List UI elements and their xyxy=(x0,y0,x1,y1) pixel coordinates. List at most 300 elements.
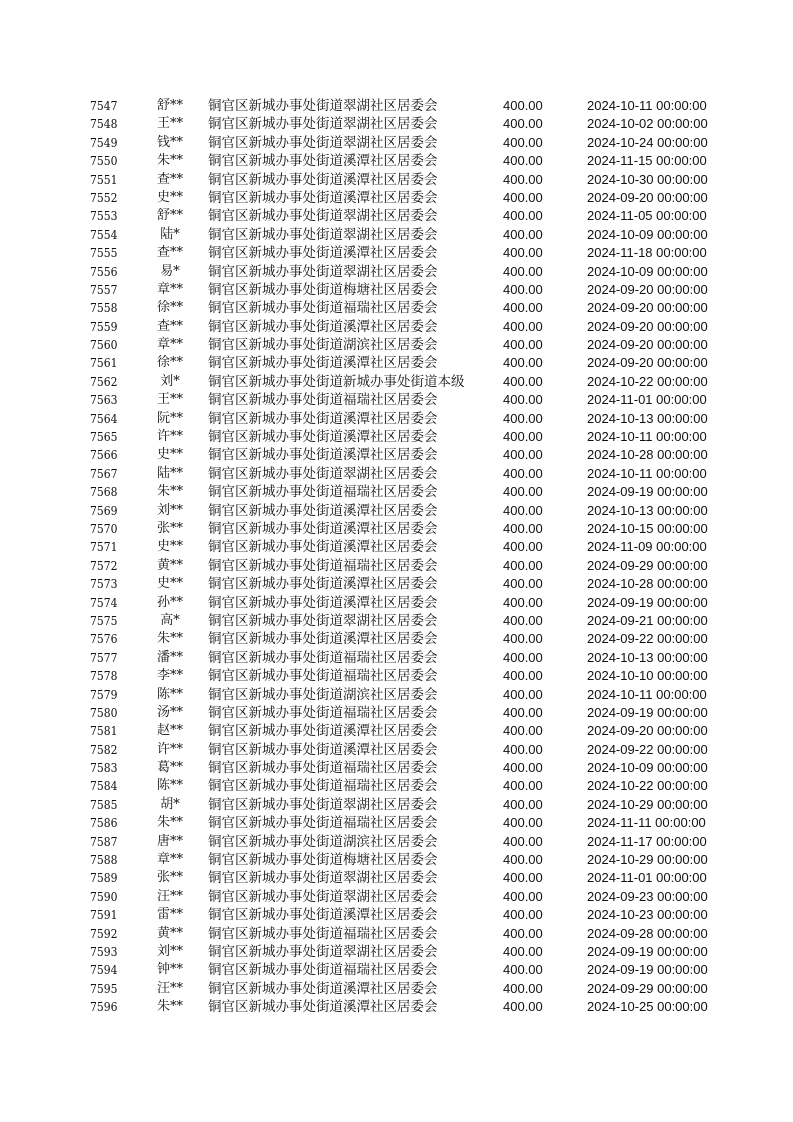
person-name: 陈** xyxy=(156,686,183,702)
date: 2024-09-19 00:00:00 xyxy=(587,484,708,500)
table-row xyxy=(0,925,793,943)
table-row xyxy=(0,263,793,281)
date: 2024-09-20 00:00:00 xyxy=(587,337,708,353)
date: 2024-09-28 00:00:00 xyxy=(587,925,708,941)
table-row xyxy=(0,557,793,575)
organization: 铜官区新城办事处街道溪潭社区居委会 xyxy=(208,907,438,924)
table-row xyxy=(0,686,793,704)
person-name: 史** xyxy=(156,539,183,555)
organization: 铜官区新城办事处街道翠湖社区居委会 xyxy=(208,888,438,905)
row-id: 7562 xyxy=(90,374,118,389)
organization: 铜官区新城办事处街道溪潭社区居委会 xyxy=(208,429,438,446)
date: 2024-10-15 00:00:00 xyxy=(587,520,708,536)
date: 2024-10-22 00:00:00 xyxy=(587,778,708,794)
organization: 铜官区新城办事处街道溪潭社区居委会 xyxy=(208,245,438,262)
table-row xyxy=(0,354,793,372)
table-row xyxy=(0,373,793,391)
date: 2024-10-29 00:00:00 xyxy=(587,852,708,868)
table-row xyxy=(0,483,793,501)
organization: 铜官区新城办事处街道翠湖社区居委会 xyxy=(208,612,438,629)
amount: 400.00 xyxy=(503,355,543,371)
date: 2024-10-13 00:00:00 xyxy=(587,502,708,518)
row-id: 7590 xyxy=(90,889,118,904)
organization: 铜官区新城办事处街道溪潭社区居委会 xyxy=(208,502,438,519)
amount: 400.00 xyxy=(503,300,543,316)
row-id: 7563 xyxy=(90,393,118,408)
row-id: 7547 xyxy=(90,99,118,113)
row-id: 7573 xyxy=(90,577,118,592)
table-row xyxy=(0,336,793,354)
table-row xyxy=(0,502,793,520)
amount: 400.00 xyxy=(503,833,543,849)
table-row xyxy=(0,612,793,630)
person-name: 史** xyxy=(156,447,183,463)
row-id: 7595 xyxy=(90,981,118,996)
amount: 400.00 xyxy=(503,907,543,923)
table-row xyxy=(0,594,793,612)
row-id: 7581 xyxy=(90,724,118,739)
table-row xyxy=(0,207,793,225)
date: 2024-09-29 00:00:00 xyxy=(587,980,708,996)
row-id: 7585 xyxy=(90,797,118,812)
date: 2024-09-19 00:00:00 xyxy=(587,704,708,720)
date: 2024-09-22 00:00:00 xyxy=(587,741,708,757)
row-id: 7572 xyxy=(90,558,118,573)
amount: 400.00 xyxy=(503,870,543,886)
amount: 400.00 xyxy=(503,281,543,297)
person-name: 陆** xyxy=(156,465,183,481)
organization: 铜官区新城办事处街道溪潭社区居委会 xyxy=(208,171,438,188)
person-name: 孙** xyxy=(156,594,183,610)
person-name: 查** xyxy=(156,245,183,261)
organization: 铜官区新城办事处街道溪潭社区居委会 xyxy=(208,539,438,556)
table-row xyxy=(0,189,793,207)
amount: 400.00 xyxy=(503,668,543,684)
amount: 400.00 xyxy=(503,171,543,187)
person-name: 许** xyxy=(156,429,183,445)
person-name: 阮** xyxy=(156,410,183,426)
person-name: 唐** xyxy=(156,833,183,849)
table-row xyxy=(0,943,793,961)
organization: 铜官区新城办事处街道溪潭社区居委会 xyxy=(208,723,438,740)
person-name: 刘* xyxy=(160,373,180,389)
organization: 铜官区新城办事处街道福瑞社区居委会 xyxy=(208,392,438,409)
person-name: 章** xyxy=(156,852,183,868)
table-row xyxy=(0,649,793,667)
person-name: 徐** xyxy=(156,300,183,316)
person-name: 徐** xyxy=(156,355,183,371)
row-id: 7586 xyxy=(90,816,118,831)
date: 2024-10-11 00:00:00 xyxy=(587,465,707,481)
amount: 400.00 xyxy=(503,116,543,132)
amount: 400.00 xyxy=(503,796,543,812)
table-row xyxy=(0,281,793,299)
table-row xyxy=(0,575,793,593)
date: 2024-10-09 00:00:00 xyxy=(587,263,708,279)
organization: 铜官区新城办事处街道溪潭社区居委会 xyxy=(208,594,438,611)
row-id: 7579 xyxy=(90,687,118,702)
row-id: 7566 xyxy=(90,448,118,463)
table-row xyxy=(0,171,793,189)
amount: 400.00 xyxy=(503,226,543,242)
organization: 铜官区新城办事处街道福瑞社区居委会 xyxy=(208,778,438,795)
person-name: 朱** xyxy=(156,484,183,500)
row-id: 7559 xyxy=(90,319,118,334)
amount: 400.00 xyxy=(503,943,543,959)
person-name: 钟** xyxy=(156,962,183,978)
person-name: 刘** xyxy=(156,943,183,959)
person-name: 潘** xyxy=(156,649,183,665)
table-row xyxy=(0,410,793,428)
date: 2024-10-11 00:00:00 xyxy=(587,429,707,445)
organization: 铜官区新城办事处街道翠湖社区居委会 xyxy=(208,870,438,887)
row-id: 7578 xyxy=(90,669,118,684)
row-id: 7584 xyxy=(90,779,118,794)
organization: 铜官区新城办事处街道溪潭社区居委会 xyxy=(208,355,438,372)
table-row xyxy=(0,869,793,887)
person-name: 陈** xyxy=(156,778,183,794)
organization: 铜官区新城办事处街道翠湖社区居委会 xyxy=(208,116,438,133)
table-row xyxy=(0,318,793,336)
organization: 铜官区新城办事处街道翠湖社区居委会 xyxy=(208,208,438,225)
date: 2024-09-20 00:00:00 xyxy=(587,723,708,739)
organization: 铜官区新城办事处街道福瑞社区居委会 xyxy=(208,760,438,777)
amount: 400.00 xyxy=(503,888,543,904)
table-row xyxy=(0,520,793,538)
row-id: 7569 xyxy=(90,503,118,518)
row-id: 7570 xyxy=(90,521,118,536)
amount: 400.00 xyxy=(503,594,543,610)
amount: 400.00 xyxy=(503,189,543,205)
table-row xyxy=(0,226,793,244)
amount: 400.00 xyxy=(503,373,543,389)
date: 2024-10-09 00:00:00 xyxy=(587,226,708,242)
table-row xyxy=(0,888,793,906)
organization: 铜官区新城办事处街道溪潭社区居委会 xyxy=(208,999,438,1016)
organization: 铜官区新城办事处街道翠湖社区居委会 xyxy=(208,263,438,280)
row-id: 7551 xyxy=(90,172,118,187)
person-name: 朱** xyxy=(156,815,183,831)
row-id: 7558 xyxy=(90,301,118,316)
amount: 400.00 xyxy=(503,134,543,150)
row-id: 7596 xyxy=(90,1000,118,1015)
amount: 400.00 xyxy=(503,465,543,481)
table-row xyxy=(0,833,793,851)
organization: 铜官区新城办事处街道梅塘社区居委会 xyxy=(208,852,438,869)
amount: 400.00 xyxy=(503,576,543,592)
row-id: 7549 xyxy=(90,135,118,150)
date: 2024-11-11 00:00:00 xyxy=(587,815,706,831)
person-name: 史** xyxy=(156,576,183,592)
table-row xyxy=(0,97,793,115)
amount: 400.00 xyxy=(503,962,543,978)
row-id: 7593 xyxy=(90,944,118,959)
amount: 400.00 xyxy=(503,612,543,628)
organization: 铜官区新城办事处街道福瑞社区居委会 xyxy=(208,962,438,979)
amount: 400.00 xyxy=(503,649,543,665)
organization: 铜官区新城办事处街道福瑞社区居委会 xyxy=(208,668,438,685)
date: 2024-11-09 00:00:00 xyxy=(587,539,707,555)
row-id: 7588 xyxy=(90,853,118,868)
date: 2024-09-20 00:00:00 xyxy=(587,318,708,334)
date: 2024-10-23 00:00:00 xyxy=(587,907,708,923)
person-name: 汪** xyxy=(156,980,183,996)
amount: 400.00 xyxy=(503,318,543,334)
date: 2024-10-22 00:00:00 xyxy=(587,373,708,389)
date: 2024-10-25 00:00:00 xyxy=(587,999,708,1015)
table-row xyxy=(0,906,793,924)
date: 2024-11-01 00:00:00 xyxy=(587,870,707,886)
row-id: 7548 xyxy=(90,117,118,132)
organization: 铜官区新城办事处街道湖滨社区居委会 xyxy=(208,833,438,850)
date: 2024-09-23 00:00:00 xyxy=(587,888,708,904)
row-id: 7553 xyxy=(90,209,118,224)
person-name: 高* xyxy=(160,612,180,628)
row-id: 7582 xyxy=(90,742,118,757)
organization: 铜官区新城办事处街道福瑞社区居委会 xyxy=(208,704,438,721)
row-id: 7556 xyxy=(90,264,118,279)
organization: 铜官区新城办事处街道翠湖社区居委会 xyxy=(208,98,438,114)
organization: 铜官区新城办事处街道福瑞社区居委会 xyxy=(208,925,438,942)
date: 2024-09-19 00:00:00 xyxy=(587,943,708,959)
amount: 400.00 xyxy=(503,98,543,113)
table-row xyxy=(0,704,793,722)
table-row xyxy=(0,814,793,832)
person-name: 汤** xyxy=(156,704,183,720)
amount: 400.00 xyxy=(503,925,543,941)
person-name: 章** xyxy=(156,281,183,297)
amount: 400.00 xyxy=(503,208,543,224)
person-name: 刘** xyxy=(156,502,183,518)
amount: 400.00 xyxy=(503,410,543,426)
organization: 铜官区新城办事处街道湖滨社区居委会 xyxy=(208,686,438,703)
table-row xyxy=(0,299,793,317)
row-id: 7560 xyxy=(90,338,118,353)
organization: 铜官区新城办事处街道溪潭社区居委会 xyxy=(208,318,438,335)
date: 2024-09-19 00:00:00 xyxy=(587,594,708,610)
row-id: 7594 xyxy=(90,963,118,978)
date: 2024-10-28 00:00:00 xyxy=(587,576,708,592)
person-name: 朱** xyxy=(156,631,183,647)
organization: 铜官区新城办事处街道梅塘社区居委会 xyxy=(208,281,438,298)
amount: 400.00 xyxy=(503,760,543,776)
amount: 400.00 xyxy=(503,815,543,831)
table-row xyxy=(0,667,793,685)
organization: 铜官区新城办事处街道福瑞社区居委会 xyxy=(208,300,438,317)
amount: 400.00 xyxy=(503,852,543,868)
amount: 400.00 xyxy=(503,539,543,555)
row-id: 7554 xyxy=(90,227,118,242)
date: 2024-10-11 00:00:00 xyxy=(587,98,707,113)
organization: 铜官区新城办事处街道溪潭社区居委会 xyxy=(208,410,438,427)
date: 2024-11-01 00:00:00 xyxy=(587,392,707,408)
date: 2024-10-11 00:00:00 xyxy=(587,686,707,702)
person-name: 王** xyxy=(156,116,183,132)
amount: 400.00 xyxy=(503,502,543,518)
date: 2024-09-20 00:00:00 xyxy=(587,189,708,205)
row-id: 7564 xyxy=(90,411,118,426)
row-id: 7583 xyxy=(90,761,118,776)
row-id: 7565 xyxy=(90,430,118,445)
row-id: 7580 xyxy=(90,705,118,720)
date: 2024-11-05 00:00:00 xyxy=(587,208,707,224)
organization: 铜官区新城办事处街道湖滨社区居委会 xyxy=(208,337,438,354)
date: 2024-09-20 00:00:00 xyxy=(587,355,708,371)
person-name: 葛** xyxy=(156,760,183,776)
date: 2024-10-13 00:00:00 xyxy=(587,410,708,426)
amount: 400.00 xyxy=(503,631,543,647)
organization: 铜官区新城办事处街道新城办事处街道本级 xyxy=(208,373,465,390)
organization: 铜官区新城办事处街道溪潭社区居委会 xyxy=(208,189,438,206)
row-id: 7571 xyxy=(90,540,118,555)
date: 2024-09-22 00:00:00 xyxy=(587,631,708,647)
table-row xyxy=(0,465,793,483)
row-id: 7567 xyxy=(90,466,118,481)
date: 2024-11-17 00:00:00 xyxy=(587,833,707,849)
person-name: 李** xyxy=(156,668,183,684)
amount: 400.00 xyxy=(503,704,543,720)
data-table xyxy=(0,97,793,1017)
date: 2024-09-21 00:00:00 xyxy=(587,612,708,628)
row-id: 7577 xyxy=(90,650,118,665)
row-id: 7568 xyxy=(90,485,118,500)
table-row xyxy=(0,244,793,262)
amount: 400.00 xyxy=(503,263,543,279)
organization: 铜官区新城办事处街道溪潭社区居委会 xyxy=(208,980,438,997)
person-name: 史** xyxy=(156,189,183,205)
amount: 400.00 xyxy=(503,723,543,739)
person-name: 查** xyxy=(156,171,183,187)
person-name: 张** xyxy=(156,870,183,886)
amount: 400.00 xyxy=(503,778,543,794)
organization: 铜官区新城办事处街道福瑞社区居委会 xyxy=(208,815,438,832)
amount: 400.00 xyxy=(503,999,543,1015)
row-id: 7557 xyxy=(90,282,118,297)
table-row xyxy=(0,796,793,814)
date: 2024-10-13 00:00:00 xyxy=(587,649,708,665)
date: 2024-10-29 00:00:00 xyxy=(587,796,708,812)
date: 2024-09-19 00:00:00 xyxy=(587,962,708,978)
row-id: 7591 xyxy=(90,908,118,923)
table-row xyxy=(0,630,793,648)
organization: 铜官区新城办事处街道溪潭社区居委会 xyxy=(208,741,438,758)
table-row xyxy=(0,998,793,1016)
row-id: 7576 xyxy=(90,632,118,647)
organization: 铜官区新城办事处街道福瑞社区居委会 xyxy=(208,557,438,574)
organization: 铜官区新城办事处街道溪潭社区居委会 xyxy=(208,447,438,464)
table-row xyxy=(0,759,793,777)
date: 2024-10-10 00:00:00 xyxy=(587,668,708,684)
organization: 铜官区新城办事处街道福瑞社区居委会 xyxy=(208,484,438,501)
person-name: 王** xyxy=(156,392,183,408)
table-row xyxy=(0,152,793,170)
organization: 铜官区新城办事处街道翠湖社区居委会 xyxy=(208,796,438,813)
row-id: 7561 xyxy=(90,356,118,371)
person-name: 舒** xyxy=(156,98,183,113)
person-name: 朱** xyxy=(156,153,183,169)
person-name: 许** xyxy=(156,741,183,757)
date: 2024-10-24 00:00:00 xyxy=(587,134,708,150)
date: 2024-11-15 00:00:00 xyxy=(587,153,707,169)
table-row xyxy=(0,134,793,152)
amount: 400.00 xyxy=(503,557,543,573)
date: 2024-09-29 00:00:00 xyxy=(587,557,708,573)
table-row xyxy=(0,538,793,556)
row-id: 7589 xyxy=(90,871,118,886)
person-name: 张** xyxy=(156,520,183,536)
table-row xyxy=(0,115,793,133)
amount: 400.00 xyxy=(503,153,543,169)
amount: 400.00 xyxy=(503,520,543,536)
person-name: 钱** xyxy=(156,134,183,150)
organization: 铜官区新城办事处街道翠湖社区居委会 xyxy=(208,943,438,960)
amount: 400.00 xyxy=(503,741,543,757)
person-name: 胡* xyxy=(160,796,180,812)
person-name: 陆* xyxy=(160,226,180,242)
row-id: 7550 xyxy=(90,154,118,169)
person-name: 易* xyxy=(160,263,180,279)
table-row xyxy=(0,851,793,869)
person-name: 赵** xyxy=(156,723,183,739)
row-id: 7575 xyxy=(90,613,118,628)
organization: 铜官区新城办事处街道翠湖社区居委会 xyxy=(208,134,438,151)
amount: 400.00 xyxy=(503,980,543,996)
table-row xyxy=(0,961,793,979)
date: 2024-09-20 00:00:00 xyxy=(587,300,708,316)
organization: 铜官区新城办事处街道翠湖社区居委会 xyxy=(208,226,438,243)
row-id: 7552 xyxy=(90,190,118,205)
table-row xyxy=(0,980,793,998)
person-name: 章** xyxy=(156,337,183,353)
person-name: 雷** xyxy=(156,907,183,923)
row-id: 7587 xyxy=(90,834,118,849)
row-id: 7555 xyxy=(90,246,118,261)
date: 2024-10-09 00:00:00 xyxy=(587,760,708,776)
organization: 铜官区新城办事处街道溪潭社区居委会 xyxy=(208,576,438,593)
amount: 400.00 xyxy=(503,337,543,353)
organization: 铜官区新城办事处街道溪潭社区居委会 xyxy=(208,153,438,170)
person-name: 查** xyxy=(156,318,183,334)
table-row xyxy=(0,722,793,740)
date: 2024-09-20 00:00:00 xyxy=(587,281,708,297)
date: 2024-10-02 00:00:00 xyxy=(587,116,708,132)
table-row xyxy=(0,741,793,759)
amount: 400.00 xyxy=(503,429,543,445)
organization: 铜官区新城办事处街道翠湖社区居委会 xyxy=(208,465,438,482)
person-name: 黄** xyxy=(156,557,183,573)
person-name: 舒** xyxy=(156,208,183,224)
amount: 400.00 xyxy=(503,447,543,463)
organization: 铜官区新城办事处街道溪潭社区居委会 xyxy=(208,631,438,648)
table-row xyxy=(0,446,793,464)
person-name: 黄** xyxy=(156,925,183,941)
table-row xyxy=(0,391,793,409)
row-id: 7574 xyxy=(90,595,118,610)
date: 2024-10-28 00:00:00 xyxy=(587,447,708,463)
organization: 铜官区新城办事处街道福瑞社区居委会 xyxy=(208,649,438,666)
date: 2024-11-18 00:00:00 xyxy=(587,245,707,261)
table-row xyxy=(0,428,793,446)
person-name: 汪** xyxy=(156,888,183,904)
organization: 铜官区新城办事处街道溪潭社区居委会 xyxy=(208,520,438,537)
amount: 400.00 xyxy=(503,245,543,261)
table-row xyxy=(0,777,793,795)
person-name: 朱** xyxy=(156,999,183,1015)
row-id: 7592 xyxy=(90,926,118,941)
date: 2024-10-30 00:00:00 xyxy=(587,171,708,187)
amount: 400.00 xyxy=(503,484,543,500)
amount: 400.00 xyxy=(503,686,543,702)
